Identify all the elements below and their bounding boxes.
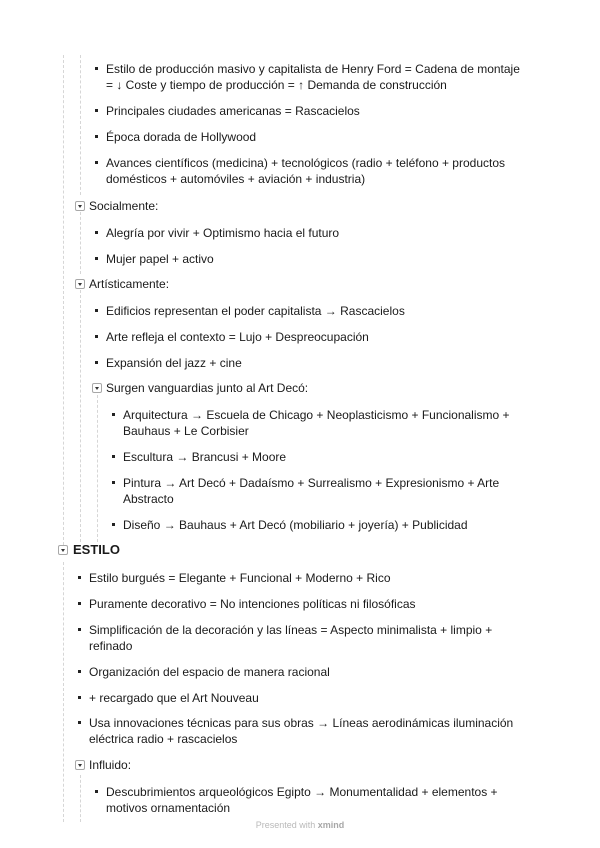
topic-influido: Influido: xyxy=(89,758,132,772)
list-item-continuation: eléctrica radio + rascacielos xyxy=(89,732,238,746)
bullet-icon xyxy=(95,257,98,260)
list-item: Simplificación de la decoración y las líneas = Aspecto minimalista + limpio + xyxy=(89,623,493,637)
list-item: Alegría por vivir + Optimismo hacia el futuro xyxy=(106,226,340,240)
bullet-icon xyxy=(78,721,81,724)
list-item: Expansión del jazz + cine xyxy=(106,356,242,370)
list-item: + recargado que el Art Nouveau xyxy=(89,691,259,705)
collapse-toggle-icon[interactable] xyxy=(75,279,85,289)
list-item: Principales ciudades americanas = Rascacielos xyxy=(106,104,360,118)
list-item: Estilo burgués = Elegante + Funcional + Moderno + Rico xyxy=(89,571,391,585)
bullet-icon xyxy=(78,628,81,631)
indent-guide xyxy=(63,55,64,545)
bullet-icon xyxy=(112,523,115,526)
bullet-icon xyxy=(112,413,115,416)
list-item-continuation: motivos ornamentación xyxy=(106,801,231,815)
list-item: Pintura → Art Decó + Dadaísmo + Surrealismo + Expresionismo + Arte xyxy=(123,476,500,490)
bullet-icon xyxy=(78,670,81,673)
list-item: Estilo de producción masivo y capitalista de Henry Ford = Cadena de montaje xyxy=(106,62,520,76)
list-item: Descubrimientos arqueológicos Egipto → Monumentalidad + elementos + xyxy=(106,785,498,799)
list-item-continuation: = ↓ Coste y tiempo de producción = ↑ Demanda de construcción xyxy=(106,78,447,92)
footer-prefix: Presented with xyxy=(255,820,316,830)
topic-vanguardias: Surgen vanguardias junto al Art Decó: xyxy=(106,381,309,395)
bullet-icon xyxy=(112,455,115,458)
list-item: Arte refleja el contexto = Lujo + Despreocupación xyxy=(106,330,369,344)
bullet-icon xyxy=(95,135,98,138)
section-heading-estilo: ESTILO xyxy=(73,542,120,557)
list-item: Escultura → Brancusi + Moore xyxy=(123,450,287,464)
bullet-icon xyxy=(95,109,98,112)
list-item: Puramente decorativo = No intenciones políticas ni filosóficas xyxy=(89,597,416,611)
list-item: Usa innovaciones técnicas para sus obras → Líneas aerodinámicas iluminación xyxy=(89,716,514,730)
bullet-icon xyxy=(95,67,98,70)
bullet-icon xyxy=(78,576,81,579)
list-item-continuation: domésticos + automóviles + aviación + industria) xyxy=(106,172,366,186)
bullet-icon xyxy=(95,309,98,312)
indent-guide xyxy=(63,562,64,822)
bullet-icon xyxy=(95,335,98,338)
collapse-toggle-icon[interactable] xyxy=(58,545,68,555)
list-item: Avances científicos (medicina) + tecnológicos (radio + teléfono + productos xyxy=(106,156,505,170)
list-item: Época dorada de Hollywood xyxy=(106,130,257,144)
topic-socialmente: Socialmente: xyxy=(89,199,159,213)
indent-guide xyxy=(97,395,98,542)
list-item-continuation: Abstracto xyxy=(123,492,174,506)
collapse-toggle-icon[interactable] xyxy=(92,383,102,393)
bullet-icon xyxy=(95,361,98,364)
bullet-icon xyxy=(78,602,81,605)
list-item: Diseño → Bauhaus + Art Decó (mobiliario + joyería) + Publicidad xyxy=(123,518,468,532)
xmind-logo: xmind xyxy=(317,820,345,830)
bullet-icon xyxy=(112,481,115,484)
indent-guide xyxy=(80,55,81,195)
topic-artisticamente: Artísticamente: xyxy=(89,277,170,291)
list-item-continuation: Bauhaus + Le Corbisier xyxy=(123,424,249,438)
bullet-icon xyxy=(95,231,98,234)
indent-guide xyxy=(80,775,81,822)
collapse-toggle-icon[interactable] xyxy=(75,201,85,211)
collapse-toggle-icon[interactable] xyxy=(75,760,85,770)
list-item: Arquitectura → Escuela de Chicago + Neoplasticismo + Funcionalismo + xyxy=(123,408,510,422)
list-item: Edificios representan el poder capitalista → Rascacielos xyxy=(106,304,405,318)
bullet-icon xyxy=(95,790,98,793)
bullet-icon xyxy=(78,696,81,699)
bullet-icon xyxy=(95,161,98,164)
list-item-continuation: refinado xyxy=(89,639,133,653)
presented-with-footer xyxy=(0,820,600,830)
indent-guide xyxy=(80,290,81,542)
indent-guide xyxy=(80,212,81,274)
list-item: Mujer papel + activo xyxy=(106,252,214,266)
list-item: Organización del espacio de manera racional xyxy=(89,665,330,679)
